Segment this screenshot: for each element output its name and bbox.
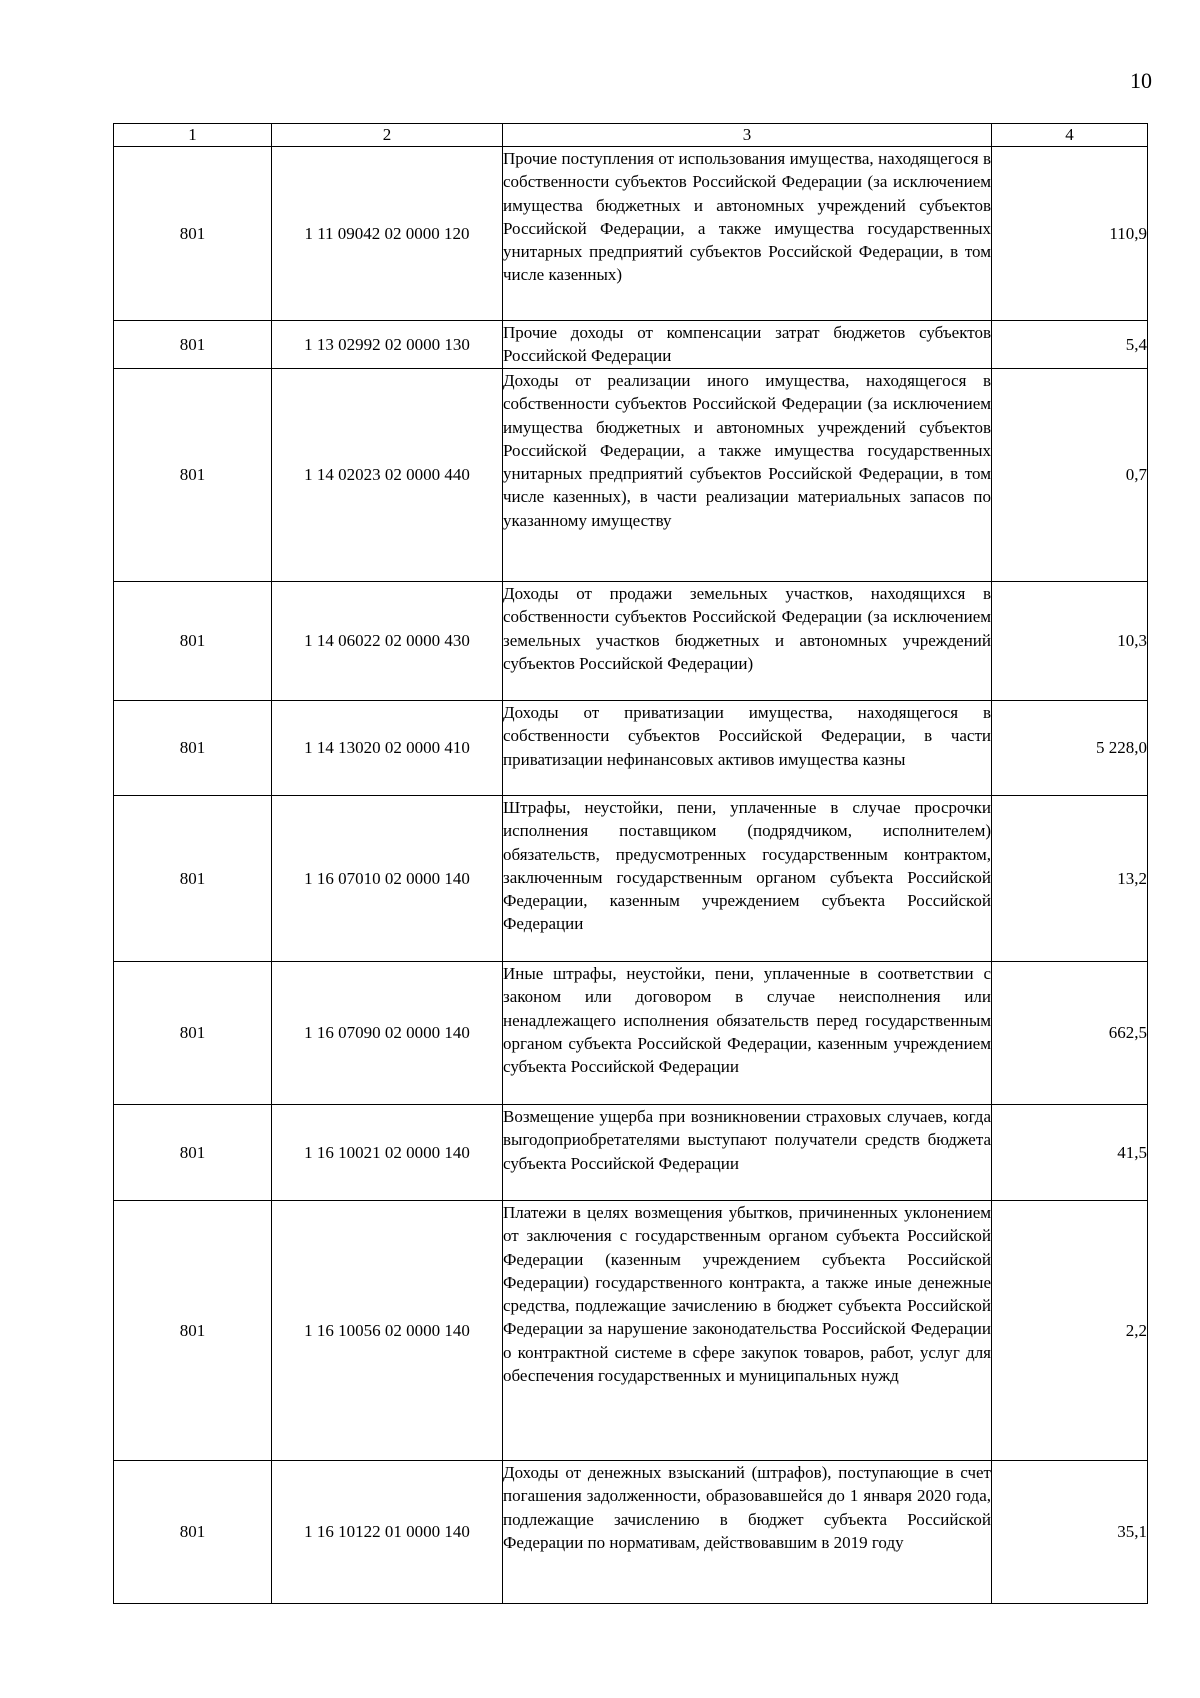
- description-cell: Возмещение ущерба при возникновении страховых случаев, когда выгодоприобретателями выступают получатели средств бюджета субъекта Российской Федерации: [503, 1105, 992, 1201]
- table-row: [114, 582, 1148, 701]
- admin-code-cell: 801: [114, 1105, 272, 1201]
- description-cell: Доходы от приватизации имущества, находящегося в собственности субъектов Российской Федерации, в части приватизации нефинансовых активов имущества казны: [503, 701, 992, 796]
- description-cell: Прочие поступления от использования имущества, находящегося в собственности субъектов Российской Федерации (за исключением имущества бюджетных и автономных учреждений субъектов Российской Федерации, а также имущества государственных унитарных предприятий субъектов Российской Федерации, в том числе казенных): [503, 147, 992, 321]
- description-cell: Доходы от денежных взысканий (штрафов), поступающие в счет погашения задолженности, образовавшейся до 1 января 2020 года, подлежащие зачислению в бюджет субъекта Российской Федерации по нормативам, действовавшим в 2019 году: [503, 1461, 992, 1604]
- page-number: 10: [1130, 68, 1152, 93]
- column-header-4: 4: [992, 124, 1148, 147]
- amount-cell: 5 228,0: [992, 701, 1148, 796]
- description-cell: Иные штрафы, неустойки, пени, уплаченные в соответствии с законом или договором в случае неисполнения или ненадлежащего исполнения обязательств перед государственным органом субъекта Российской Федерации, казенным учреждением субъекта Российской Федерации: [503, 962, 992, 1105]
- description-cell: Доходы от реализации иного имущества, находящегося в собственности субъектов Российской Федерации (за исключением имущества бюджетных и автономных учреждений субъектов Российской Федерации, а также имущества государственных унитарных предприятий субъектов Российской Федерации, в том числе казенных), в части реализации материальных запасов по указанному имуществу: [503, 369, 992, 582]
- budget-code-cell: 1 14 02023 02 0000 440: [272, 369, 503, 582]
- admin-code-cell: 801: [114, 701, 272, 796]
- description-cell: Прочие доходы от компенсации затрат бюджетов субъектов Российской Федерации: [503, 321, 992, 369]
- admin-code-cell: 801: [114, 1461, 272, 1604]
- column-header-3: 3: [503, 124, 992, 147]
- header-row: [114, 124, 1148, 147]
- amount-cell: 41,5: [992, 1105, 1148, 1201]
- description-cell: Доходы от продажи земельных участков, находящихся в собственности субъектов Российской Федерации (за исключением земельных участков бюджетных и автономных учреждений субъектов Российской Федерации): [503, 582, 992, 701]
- table-row: [114, 701, 1148, 796]
- budget-code-cell: 1 11 09042 02 0000 120: [272, 147, 503, 321]
- budget-code-cell: 1 16 07090 02 0000 140: [272, 962, 503, 1105]
- table-row: [114, 1201, 1148, 1461]
- column-header-2: 2: [272, 124, 503, 147]
- table-header: [114, 124, 1148, 147]
- admin-code-cell: 801: [114, 369, 272, 582]
- budget-code-cell: 1 16 10122 01 0000 140: [272, 1461, 503, 1604]
- amount-cell: 662,5: [992, 962, 1148, 1105]
- admin-code-cell: 801: [114, 582, 272, 701]
- column-header-1: 1: [114, 124, 272, 147]
- description-cell: Платежи в целях возмещения убытков, причиненных уклонением от заключения с государственным органом субъекта Российской Федерации (казенным учреждением субъекта Российской Федерации) государственного контракта, а также иные денежные средства, подлежащие зачислению в бюджет субъекта Российской Федерации за нарушение законодательства Российской Федерации о контрактной системе в сфере закупок товаров, работ, услуг для обеспечения государственных и муниципальных нужд: [503, 1201, 992, 1461]
- table-row: [114, 147, 1148, 321]
- revenue-table: [113, 123, 1148, 1604]
- amount-cell: 35,1: [992, 1461, 1148, 1604]
- admin-code-cell: 801: [114, 321, 272, 369]
- admin-code-cell: 801: [114, 962, 272, 1105]
- table-row: [114, 369, 1148, 582]
- table-row: [114, 796, 1148, 962]
- table-row: [114, 321, 1148, 369]
- budget-code-cell: 1 16 10021 02 0000 140: [272, 1105, 503, 1201]
- table-row: [114, 1461, 1148, 1604]
- admin-code-cell: 801: [114, 1201, 272, 1461]
- budget-code-cell: 1 16 10056 02 0000 140: [272, 1201, 503, 1461]
- budget-code-cell: 1 14 06022 02 0000 430: [272, 582, 503, 701]
- amount-cell: 10,3: [992, 582, 1148, 701]
- amount-cell: 2,2: [992, 1201, 1148, 1461]
- table-row: [114, 1105, 1148, 1201]
- admin-code-cell: 801: [114, 147, 272, 321]
- admin-code-cell: 801: [114, 796, 272, 962]
- budget-code-cell: 1 14 13020 02 0000 410: [272, 701, 503, 796]
- table-body: [114, 147, 1148, 1604]
- amount-cell: 13,2: [992, 796, 1148, 962]
- table-row: [114, 962, 1148, 1105]
- budget-code-cell: 1 13 02992 02 0000 130: [272, 321, 503, 369]
- amount-cell: 5,4: [992, 321, 1148, 369]
- amount-cell: 110,9: [992, 147, 1148, 321]
- budget-code-cell: 1 16 07010 02 0000 140: [272, 796, 503, 962]
- description-cell: Штрафы, неустойки, пени, уплаченные в случае просрочки исполнения поставщиком (подрядчиком, исполнителем) обязательств, предусмотренных государственным контрактом, заключенным государственным органом субъекта Российской Федерации, казенным учреждением субъекта Российской Федерации: [503, 796, 992, 962]
- amount-cell: 0,7: [992, 369, 1148, 582]
